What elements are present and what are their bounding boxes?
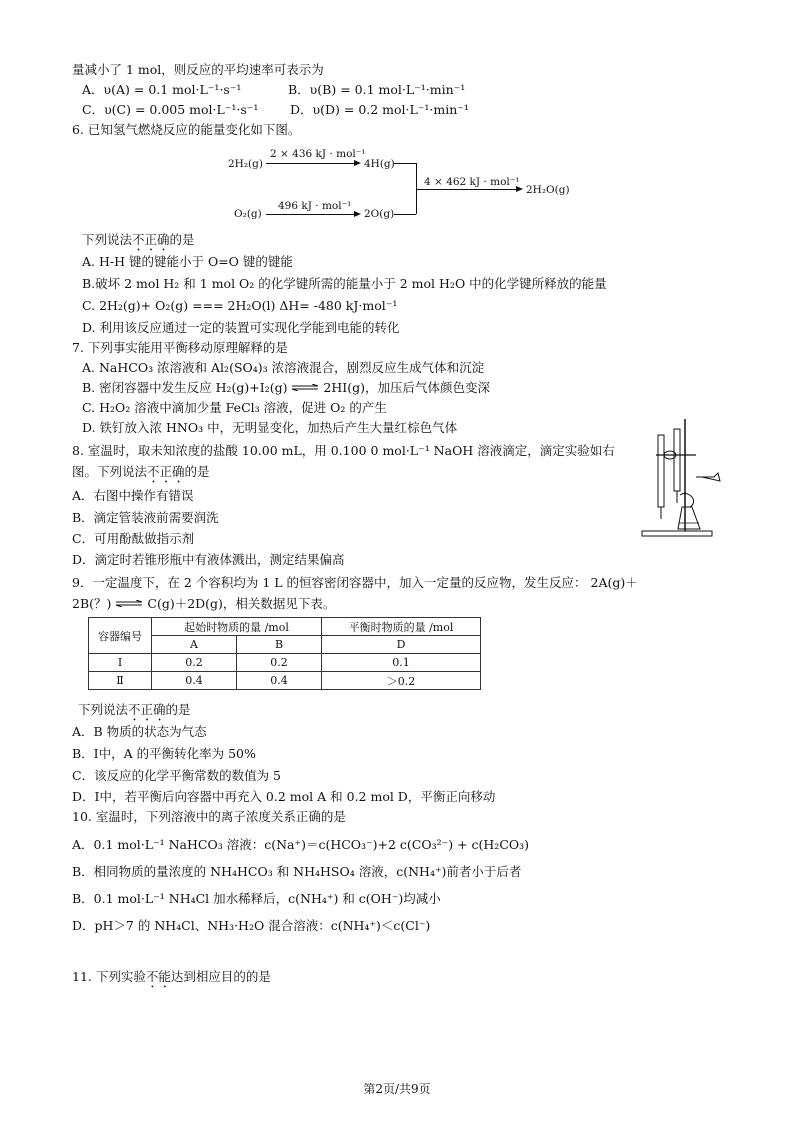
diagram-combine-label: 4 × 462 kJ · mol⁻¹ <box>424 176 520 188</box>
q8-option-d: D．滴定时若锥形瓶中有液体溅出，测定结果偏高 <box>72 552 345 567</box>
row-a: 0.2 <box>152 654 237 672</box>
q7-option-d: D. 铁钉放入浓 HNO₃ 中，无明显变化，加热后产生大量红棕色气体 <box>82 420 458 435</box>
q11-stem-post: 达到相应目的的是 <box>170 969 271 984</box>
table-row <box>89 672 481 690</box>
q5-option-d: D．υ(D) = 0.2 mol·L⁻¹·min⁻¹ <box>290 102 469 117</box>
q10-option-b: B．相同物质的量浓度的 NH₄HCO₃ 和 NH₄HSO₄ 溶液，c(NH₄⁺)前者小于后者 <box>72 864 522 879</box>
q6-option-c: C. 2H₂(g)+ O₂(g) === 2H₂O(l) ΔH= -480 kJ·mol⁻¹ <box>82 298 398 313</box>
header-container: 容器编号 <box>89 618 152 654</box>
row-b: 0.4 <box>237 672 322 690</box>
diagram-o2-label: 496 kJ · mol⁻¹ <box>278 200 352 212</box>
bracket-top <box>394 163 416 164</box>
q8-stem-1: 8. 室温时，取未知浓度的盐酸 10.00 mL，用 0.100 0 mol·L⁻¹ NaOH 溶液滴定，滴定实验如右 <box>72 443 615 458</box>
q9-question-mark: 不正确 <box>128 702 166 717</box>
row-b: 0.2 <box>237 654 322 672</box>
diagram-o2: O₂(g) <box>234 208 262 220</box>
q11-stem-mark: 不能 <box>145 969 171 984</box>
q11-stem-pre: 11. 下列实验 <box>72 969 146 984</box>
q9-option-a: A．B 物质的状态为气态 <box>72 724 207 739</box>
q5-option-c: C．υ(C) = 0.005 mol·L⁻¹·s⁻¹ <box>82 102 259 117</box>
q9-stem-2-pre: 2B(？) <box>72 596 112 611</box>
arrow-o2 <box>266 214 354 215</box>
bracket-bottom <box>394 214 416 215</box>
q7-option-a: A. NaHCO₃ 浓溶液和 Al₂(SO₄)₃ 浓溶液混合，剧烈反应生成气体和沉淀 <box>82 360 485 375</box>
q6-question-mark: 不正确 <box>132 232 170 247</box>
q8-option-a: A．右图中操作有错误 <box>72 488 194 503</box>
q7-stem: 7. 下列事实能用平衡移动原理解释的是 <box>72 340 288 355</box>
arrow-product <box>416 189 516 190</box>
q10-option-d: D．pH＞7 的 NH₄Cl、NH₃·H₂O 混合溶液：c(NH₄⁺)＜c(Cl⁻) <box>72 918 431 933</box>
q7-option-b-pre: B. 密闭容器中发生反应 H₂(g)+I₂(g) <box>82 380 288 395</box>
equilibrium-arrow-icon <box>291 384 319 391</box>
q5-option-b: B．υ(B) = 0.1 mol·L⁻¹·min⁻¹ <box>288 82 466 97</box>
subheader-d: D <box>322 636 481 654</box>
q6-option-d: D. 利用该反应通过一定的装置可实现化学能到电能的转化 <box>82 320 400 335</box>
table-row <box>89 654 481 672</box>
row-a: 0.4 <box>152 672 237 690</box>
diagram-h2-label: 2 × 436 kJ · mol⁻¹ <box>270 148 366 160</box>
page-footer: 第2页/共9页 <box>363 1082 431 1096</box>
diagram-product: 2H₂O(g) <box>526 184 570 196</box>
q9-stem-2-post: C(g)＋2D(g)，相关数据见下表。 <box>147 596 336 611</box>
header-equilibrium: 平衡时物质的量 /mol <box>322 618 481 636</box>
arrow-o2-head <box>354 211 361 217</box>
q8-option-b: B．滴定管装液前需要润洗 <box>72 510 219 525</box>
arrow-product-head <box>516 186 523 192</box>
q9-question <box>78 702 191 724</box>
q9-option-c: C．该反应的化学平衡常数的数值为 5 <box>72 768 281 783</box>
row-d: 0.1 <box>322 654 481 672</box>
q6-option-b: B.破坏 2 mol H₂ 和 1 mol O₂ 的化学键所需的能量小于 2 mol H₂O 中的化学键所释放的能量 <box>82 276 607 291</box>
q9-stem-1: 9．一定温度下，在 2 个容积均为 1 L 的恒容密闭容器中，加入一定量的反应物，发生反应： 2A(g)＋ <box>72 575 638 590</box>
header-initial: 起始时物质的量 /mol <box>152 618 322 636</box>
diagram-o-atoms: 2O(g) <box>364 208 395 220</box>
q10-stem: 10. 室温时，下列溶液中的离子浓度关系正确的是 <box>72 809 346 824</box>
q6-option-a: A. H-H 键的键能小于 O=O 键的键能 <box>82 254 293 269</box>
q9-question-post: 的是 <box>165 702 191 717</box>
q5-option-a: A．υ(A) = 0.1 mol·L⁻¹·s⁻¹ <box>82 82 242 97</box>
q7-option-c: C. H₂O₂ 溶液中滴加少量 FeCl₃ 溶液，促进 O₂ 的产生 <box>82 400 387 415</box>
arrow-h2 <box>266 163 354 164</box>
row-id: Ⅰ <box>89 654 152 672</box>
table-header-row <box>89 618 481 636</box>
titration-apparatus-figure <box>630 415 730 540</box>
q9-option-b: B．Ⅰ中，A 的平衡转化率为 50% <box>72 746 256 761</box>
subheader-a: A <box>152 636 237 654</box>
q6-stem: 6. 已知氢气燃烧反应的能量变化如下图。 <box>72 122 301 137</box>
q6-question <box>82 232 195 254</box>
equilibrium-arrow-icon <box>115 600 143 607</box>
row-id: Ⅱ <box>89 672 152 690</box>
q9-data-table <box>88 617 481 690</box>
q8-stem-2-mark: 不正确 <box>147 464 185 479</box>
diagram-h-atoms: 4H(g) <box>364 158 395 170</box>
q8-option-c: C．可用酚酞做指示剂 <box>72 531 195 546</box>
diagram-h2: 2H₂(g) <box>228 158 263 170</box>
q8-stem-2 <box>72 464 210 486</box>
q7-option-b <box>82 380 490 396</box>
q10-option-a: A．0.1 mol·L⁻¹ NaHCO₃ 溶液：c(Na⁺)＝c(HCO₃⁻)+2 c(CO₃²⁻) + c(H₂CO₃) <box>72 837 530 852</box>
q8-stem-2-post: 的是 <box>184 464 210 479</box>
arrow-h2-head <box>354 160 361 166</box>
row-d: ＞0.2 <box>322 672 481 690</box>
q7-option-b-post: 2HI(g)，加压后气体颜色变深 <box>323 380 490 395</box>
q9-stem-2 <box>72 596 335 612</box>
q5-intro: 量减小了 1 mol，则反应的平均速率可表示为 <box>72 62 324 77</box>
q9-question-pre: 下列说法 <box>78 702 129 717</box>
subheader-b: B <box>237 636 322 654</box>
q10-option-b2: B．0.1 mol·L⁻¹ NH₄Cl 加水稀释后，c(NH₄⁺) 和 c(OH⁻)均减小 <box>72 891 441 906</box>
q8-stem-2-pre: 图。下列说法 <box>72 464 148 479</box>
q9-option-d: D．Ⅰ中，若平衡后向容器中再充入 0.2 mol A 和 0.2 mol D，平衡正向移动 <box>72 789 496 804</box>
q6-question-pre: 下列说法 <box>82 232 133 247</box>
q11-stem <box>72 969 271 991</box>
q6-question-post: 的是 <box>169 232 195 247</box>
